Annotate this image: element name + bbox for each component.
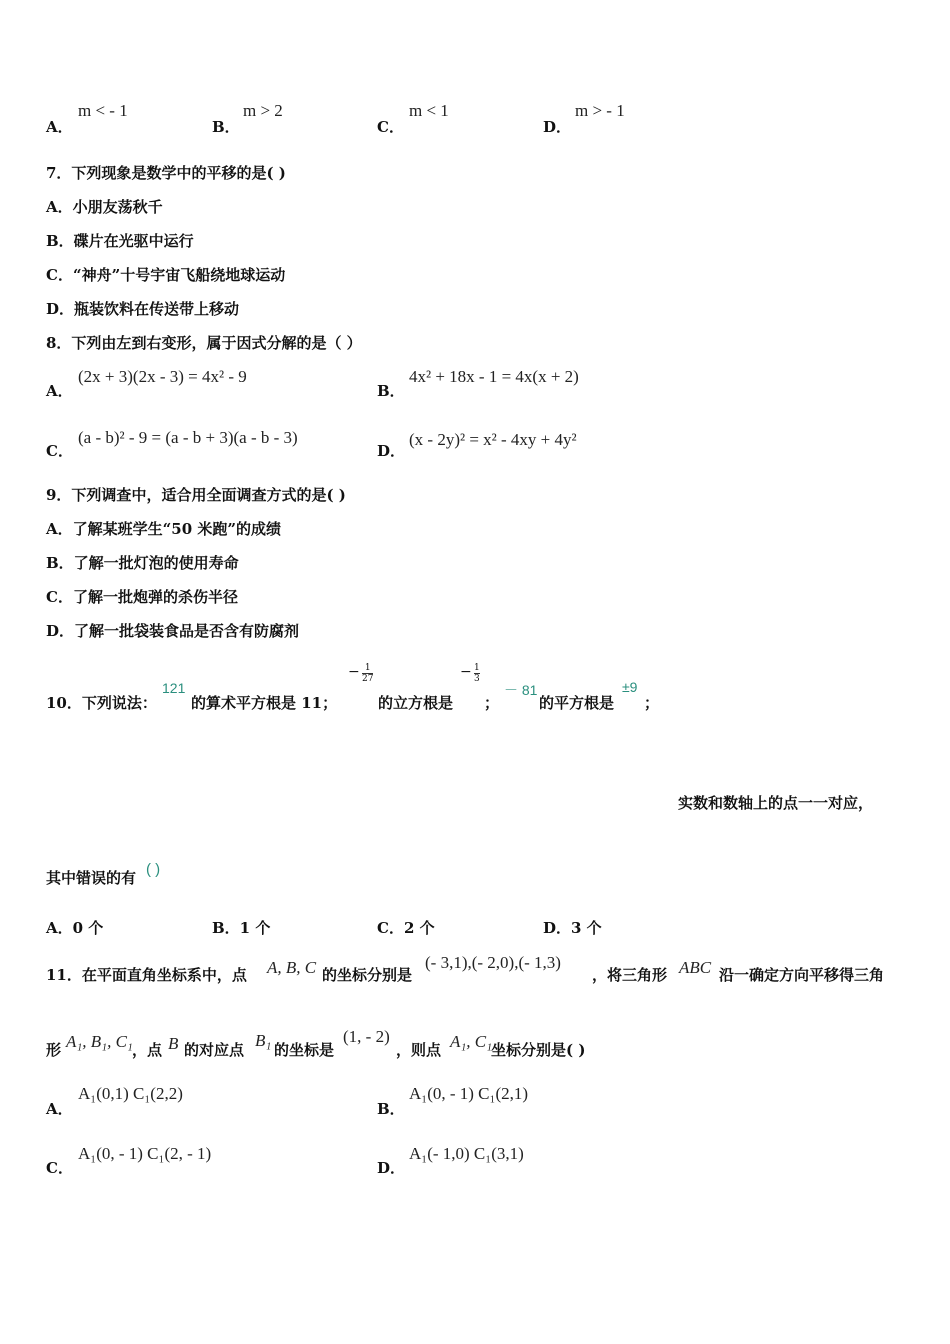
q11-line1-part-b: 的坐标分别是 xyxy=(322,966,413,984)
q10-prefix: 10．下列说法： xyxy=(46,694,157,712)
q11-points-a1b1c1: A₁, B₁, C₁ xyxy=(66,1032,133,1051)
q10-text-5: ； xyxy=(644,694,660,712)
q11-point-b1: B₁ xyxy=(255,1031,272,1050)
q10-line-3: 其中错误的有 xyxy=(46,869,137,887)
q10-option-a: A．0 个 xyxy=(46,919,104,937)
q11-points-abc: A, B, C xyxy=(267,958,317,977)
q10-fraction-1-numerator: 1 xyxy=(364,663,371,673)
q10-text-1: 的算术平方根是 11； xyxy=(191,694,338,712)
q10-line-2: 实数和数轴上的点一一对应， xyxy=(678,794,874,812)
q8-option-c-label: C． xyxy=(46,442,73,460)
q11-option-c-math: A₁(0, - 1) C₁(2, - 1) xyxy=(78,1144,212,1163)
q9-option-b: B．了解一批灯泡的使用寿命 xyxy=(46,554,239,572)
q6-option-a-label: A． xyxy=(46,118,73,136)
q10-number-121: 121 xyxy=(162,680,186,696)
q10-fraction-2-denominator: 3 xyxy=(474,674,480,684)
q10-fraction-1 xyxy=(362,663,373,684)
q8-stem: 8．下列由左到右变形，属于因式分解的是（ ） xyxy=(46,334,362,352)
q9-option-c: C．了解一批炮弹的杀伤半径 xyxy=(46,588,238,606)
q7-option-b: B．碟片在光驱中运行 xyxy=(46,232,194,250)
q8-option-a-label: A． xyxy=(46,382,73,400)
q11-triangle-abc: ABC xyxy=(679,958,712,977)
q10-text-4: 的平方根是 xyxy=(539,694,615,712)
q10-text-3: ； xyxy=(484,694,500,712)
q6-option-c-math: m < 1 xyxy=(409,101,449,120)
q11-option-d-math: A₁(- 1,0) C₁(3,1) xyxy=(409,1144,524,1163)
q11-option-d-label: D． xyxy=(377,1159,406,1177)
q11-option-a-math: A₁(0,1) C₁(2,2) xyxy=(78,1084,183,1103)
q10-option-c: C．2 个 xyxy=(377,919,435,937)
q11-option-c-label: C． xyxy=(46,1159,73,1177)
q10-fraction-2 xyxy=(474,663,480,684)
q11-line2-part-a: 形 xyxy=(46,1041,62,1059)
q10-fraction-2-numerator: 1 xyxy=(474,663,480,673)
q10-minus-sign-1: − xyxy=(348,664,360,680)
q7-option-d: D．瓶装饮料在传送带上移动 xyxy=(46,300,240,318)
q11-point-b: B xyxy=(168,1034,179,1053)
q10-text-2: 的立方根是 xyxy=(378,694,454,712)
q7-stem: 7．下列现象是数学中的平移的是( ) xyxy=(46,164,286,182)
q6-option-d-math: m > - 1 xyxy=(575,101,625,120)
q8-option-c-math: (a - b)² - 9 = (a - b + 3)(a - b - 3) xyxy=(78,428,298,447)
q6-option-c-label: C． xyxy=(377,118,404,136)
q11-option-b-label: B． xyxy=(377,1100,405,1118)
q11-b1-coordinate: (1, - 2) xyxy=(343,1027,390,1046)
q6-option-b-math: m > 2 xyxy=(243,101,283,120)
q11-line2-part-c: 的对应点 xyxy=(184,1041,245,1059)
q8-option-a-math: (2x + 3)(2x - 3) = 4x² - 9 xyxy=(78,367,247,386)
q10-option-b: B．1 个 xyxy=(212,919,271,937)
q8-option-b-math: 4x² + 18x - 1 = 4x(x + 2) xyxy=(409,367,579,386)
q11-points-a1c1: A₁, C₁ xyxy=(450,1032,493,1051)
q8-option-d-label: D． xyxy=(377,442,406,460)
q10-paren: ( ) xyxy=(146,861,161,878)
q11-line2-part-b: ，点 xyxy=(132,1041,163,1059)
q11-line2-part-e: ，则点 xyxy=(396,1041,442,1059)
q11-line1-part-c: ，将三角形 xyxy=(592,966,668,984)
q6-option-d-label: D． xyxy=(543,118,572,136)
q10-option-d: D．3 个 xyxy=(543,919,602,937)
q8-option-b-label: B． xyxy=(377,382,405,400)
q11-line1-part-a: 11．在平面直角坐标系中，点 xyxy=(46,966,247,984)
q11-coordinates: (- 3,1),(- 2,0),(- 1,3) xyxy=(425,953,561,972)
q7-option-c: C．“神舟”十号宇宙飞船绕地球运动 xyxy=(46,266,286,284)
q9-option-d: D．了解一批袋装食品是否含有防腐剂 xyxy=(46,622,300,640)
q10-minus-sign-2: − xyxy=(460,664,472,680)
q11-line2-part-d: 的坐标是 xyxy=(274,1041,335,1059)
q11-line2-part-f: 坐标分别是( ) xyxy=(491,1041,586,1059)
q11-option-a-label: A． xyxy=(46,1100,73,1118)
q8-option-d-math: (x - 2y)² = x² - 4xy + 4y² xyxy=(409,430,577,449)
q10-plus-minus-9: ±9 xyxy=(622,679,638,695)
q9-stem: 9．下列调查中，适合用全面调查方式的是( ) xyxy=(46,486,346,504)
q11-line1-part-d: 沿一确定方向平移得三角 xyxy=(719,966,885,984)
q10-number-81: － 81 xyxy=(504,682,538,698)
q6-option-a-math: m < - 1 xyxy=(78,101,128,120)
q9-option-a: A．了解某班学生“50 米跑”的成绩 xyxy=(46,520,281,538)
q7-option-a: A．小朋友荡秋千 xyxy=(46,198,163,216)
q11-option-b-math: A₁(0, - 1) C₁(2,1) xyxy=(409,1084,529,1103)
q6-option-b-label: B． xyxy=(212,118,240,136)
q10-fraction-1-denominator: 27 xyxy=(362,674,374,684)
